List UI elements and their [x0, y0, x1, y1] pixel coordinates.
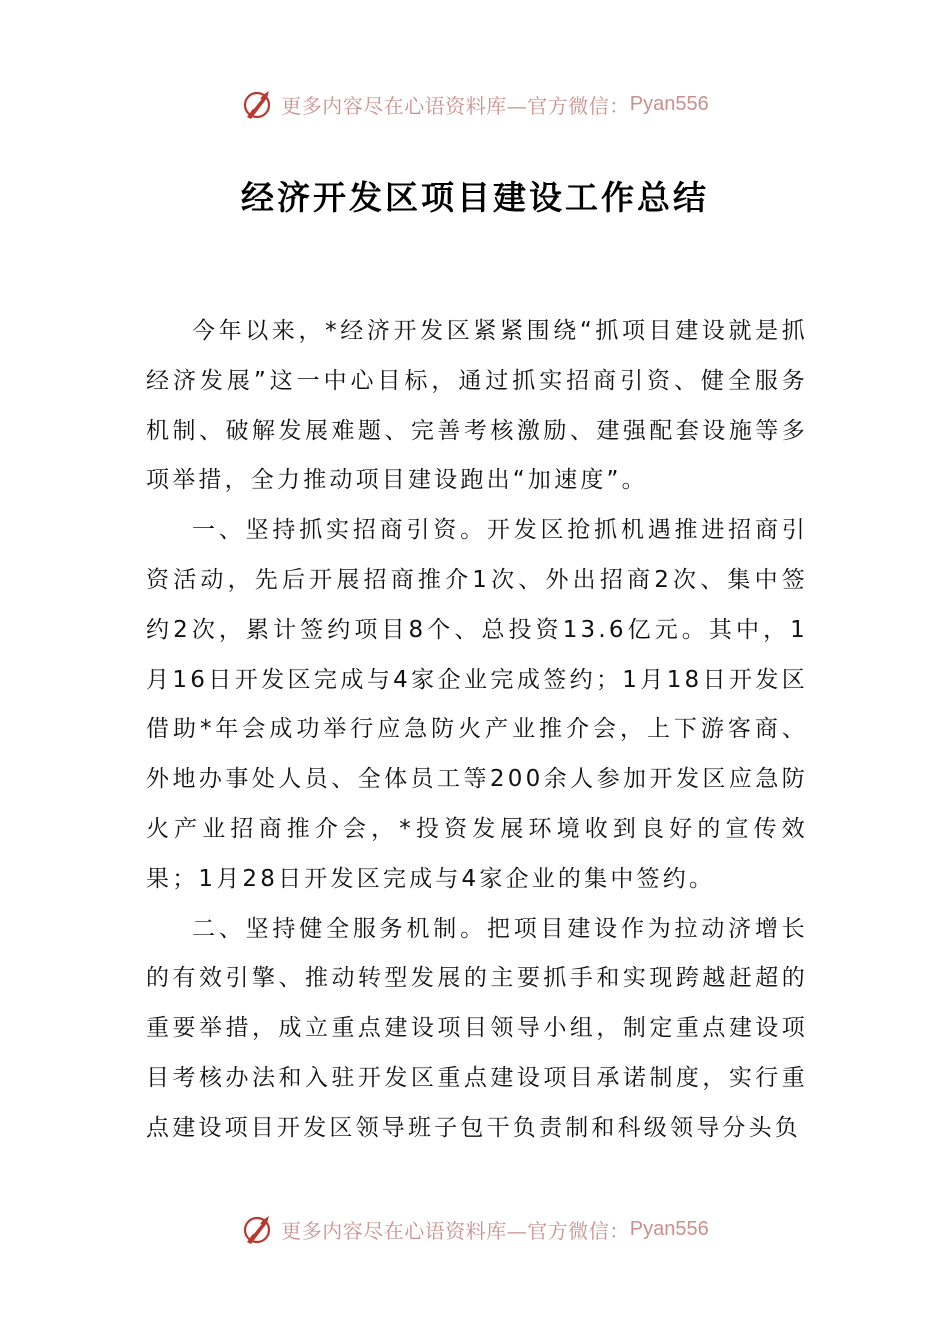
paragraph-section-2: 二、坚持健全服务机制。把项目建设作为拉动济增长的有效引擎、推动转型发展的主要抓手和实现跨越赶超的重要举措，成立重点建设项目领导小组，制定重点建设项目考核办法和入驻开发区重点建设项目承诺制度，实行重点建设项目开发区领导班子包干负责制和科级领导分头负 [146, 915, 808, 1141]
banner-wechat-id: Pyan556 [629, 1217, 709, 1240]
paragraph-section-1: 一、坚持抓实招商引资。开发区抢抓机遇推进招商引资活动，先后开展招商推介1次、外出招商2次、集中签约2次，累计签约项目8个、总投资13.6亿元。其中，1月16日开发区完成与4家企业完成签约；1月18日开发区借助*年会成功举行应急防火产业推介会，上下游客商、外地办事处人员、全体员工等200余人参加开发区应急防火产业招商推介会，*投资发展环境收到良好的宣传效果；1月28日开发区完成与4家企业的集中签约。 [146, 517, 808, 892]
header-watermark-banner [0, 82, 950, 126]
paragraph-intro: 今年以来，*经济开发区紧紧围绕“抓项目建设就是抓经济发展”这一中心目标，通过抓实招商引资、健全服务机制、破解发展难题、完善考核激励、建强配套设施等多项举措，全力推动项目建设跑出“加速度”。 [146, 318, 808, 494]
banner-wechat-id: Pyan556 [629, 92, 709, 115]
banner-text: 更多内容尽在心语资料库—官方微信： [281, 1218, 630, 1243]
document-title: 经济开发区项目建设工作总结 [241, 178, 709, 217]
banner-text: 更多内容尽在心语资料库—官方微信： [281, 93, 630, 118]
pen-nib-circle-icon [241, 1212, 275, 1246]
footer-watermark-banner [0, 1207, 950, 1251]
document-body [146, 307, 808, 1154]
pen-nib-circle-icon [241, 87, 275, 121]
